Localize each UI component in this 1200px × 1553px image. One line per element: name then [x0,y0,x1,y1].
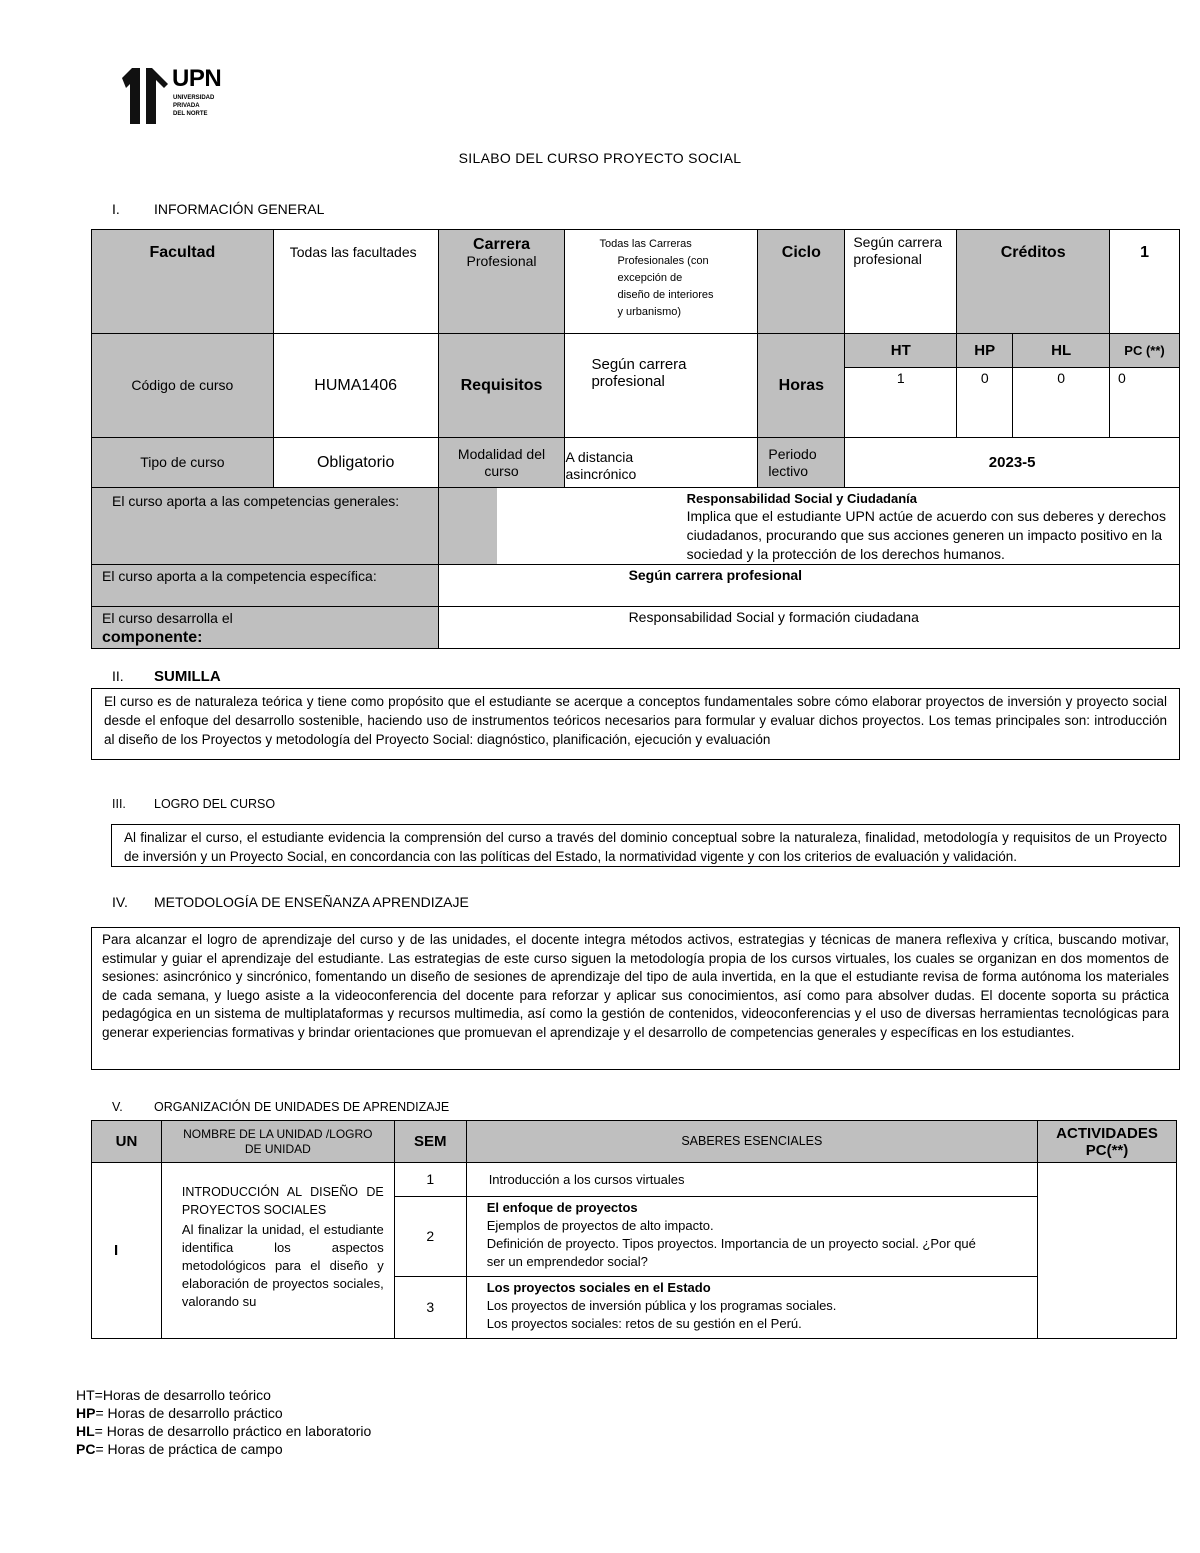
saberes-row [466,1163,1037,1197]
legend-pc: PC= Horas de práctica de campo [76,1441,283,1457]
comp-esp-label: El curso aporta a la competencia específica: [92,565,439,607]
comp-gen-value: Responsabilidad Social y Ciudadanía Implica que el estudiante UPN actúe de acuerdo con sus deberes y derechos ciudadanos, procurando que sus acciones generen un impacto positivo en la sociedad y la protección de los derechos humanos. [438,488,1179,565]
section-heading-2: II. SUMILLA [112,668,221,685]
facultad-value: Todas las facultades [273,230,438,334]
requisitos-label: Requisitos [438,334,565,438]
pc-label: PC (**) [1110,334,1180,368]
ht-label: HT [845,334,957,368]
upn-logo [118,64,238,126]
saber-line: Definición de proyecto. Tipos proyectos. Importancia de un proyecto social. ¿Por qué ser un emprendedor social? [486,1236,976,1269]
saber-title: El enfoque de proyectos [486,1200,638,1215]
unit-name: INTRODUCCIÓN AL DISEÑO DE PROYECTOS SOCIALES Al finalizar la unidad, el estudiante identifica los aspectos metodológicos para el diseño y elaboración de proyectos sociales, valorando su [161,1163,394,1339]
logo-subtext: UNIVERSIDAD PRIVADA DEL NORTE [173,95,215,117]
periodo-value: 2023-5 [845,438,1180,488]
comp-esp-value: Según carrera profesional [438,565,1179,607]
hl-label: HL [1013,334,1110,368]
logo-text: UPN [172,65,222,92]
saber-line: Los proyectos sociales: retos de su gestión en el Perú. [486,1316,802,1331]
page-title: SILABO DEL CURSO PROYECTO SOCIAL [458,150,742,166]
section-heading-4: IV. METODOLOGÍA DE ENSEÑANZA APRENDIZAJE [112,894,469,910]
sem-1: 1 [394,1163,466,1197]
legend-hp: HP= Horas de desarrollo práctico [76,1405,283,1421]
comp-gen-label: El curso aporta a las competencias generales: [92,488,439,565]
saber-line: Introducción a los cursos virtuales [488,1172,685,1187]
unit-number: I [92,1163,162,1339]
ht-value: 1 [845,368,957,438]
carrera-value: Todas las Carreras Profesionales (con excepción de diseño de interiores y urbanismo) [565,230,758,334]
header-sem: SEM [394,1121,466,1163]
creditos-value: 1 [1110,230,1180,334]
header-actividades: ACTIVIDADES PC(**) [1038,1121,1177,1163]
ciclo-label: Ciclo [758,230,845,334]
header-saberes: SABERES ESENCIALES [466,1121,1037,1163]
section-heading-1: I. INFORMACIÓN GENERAL [112,201,325,217]
legend [76,1386,371,1458]
saber-line: Los proyectos de inversión pública y los programas sociales. [486,1298,837,1313]
modalidad-label: Modalidad del curso [438,438,565,488]
activities-cell [1038,1163,1177,1339]
componente-label: El curso desarrolla el componente: [92,607,439,649]
logro-text: Al finalizar el curso, el estudiante evidencia la comprensión del curso a través del dominio conceptual sobre la naturaleza, finalidad, metodología y requisitos de un Proyecto de inversión y un Proyecto Social, en concordancia con las políticas del Estado, la normatividad vigente y con los criterios de evaluación y validación. [111,824,1180,867]
carrera-label: Carrera Profesional [438,230,565,334]
hl-value: 0 [1013,368,1110,438]
creditos-label: Créditos [957,230,1110,334]
header-nombre: NOMBRE DE LA UNIDAD /LOGRO DE UNIDAD [161,1121,394,1163]
hp-value: 0 [957,368,1013,438]
hp-label: HP [957,334,1013,368]
tipo-label: Tipo de curso [92,438,274,488]
general-info-table [91,229,1180,649]
legend-hl: HL= Horas de desarrollo práctico en laboratorio [76,1423,372,1439]
codigo-label: Código de curso [92,334,274,438]
componente-value: Responsabilidad Social y formación ciudadana [438,607,1179,649]
periodo-label: Periodo lectivo [758,438,845,488]
units-table [91,1120,1177,1339]
tipo-value: Obligatorio [273,438,438,488]
sumilla-text: El curso es de naturaleza teórica y tiene como propósito que el estudiante se acerque a conceptos fundamentales sobre cómo elaborar proyectos de inversión y proyecto social desde el enfoque del desarrollo sostenible, haciendo uso de instrumentos teóricos necesarios para formular y evaluar dichos proyectos. Los temas principales son: introducción al diseño de los Proyectos y metodología del Proyecto Social: diagnóstico, planificación, ejecución y evaluación [91,688,1180,760]
saberes-row [466,1197,1037,1277]
section-heading-5: V. ORGANIZACIÓN DE UNIDADES DE APRENDIZAJE [112,1100,450,1114]
codigo-value: HUMA1406 [273,334,438,438]
saber-title: Los proyectos sociales en el Estado [486,1280,711,1295]
facultad-label: Facultad [92,230,274,334]
horas-label: Horas [758,334,845,438]
sem-3: 3 [394,1277,466,1339]
metodologia-text: Para alcanzar el logro de aprendizaje del curso y de las unidades, el docente integra métodos activos, estrategias y técnicas de manera reflexiva y crítica, buscando motivar, estimular y guiar el aprendizaje del estudiante. Las estrategias de este curso siguen la metodología propia de los cursos virtuales, los cuales se organizan en dos momentos de sesiones: asincrónico y sincrónico, fomentando un diseño de sesiones de aprendizaje del tipo de aula invertida, en la que el estudiante revisa de forma autónoma los materiales de cada semana, y luego asiste a la videoconferencia del docente para reforzar y aplicar sus conocimientos, así como para absolver dudas. El docente soporta su práctica pedagógica en un sistema de multiplataformas y recursos multimedia, así como la gestión de contenidos, videoconferencias y el uso de diversas herramientas tecnológicas para generar experiencias formativas y brindar orientaciones que promuevan el aprendizaje y el desarrollo de competencias generales y específicas en los estudiantes. [91,927,1180,1070]
ciclo-value: Según carrera profesional [845,230,957,334]
requisitos-value: Según carrera profesional [565,334,758,438]
saber-line: Ejemplos de proyectos de alto impacto. [486,1218,714,1233]
sem-2: 2 [394,1197,466,1277]
section-heading-3: III. LOGRO DEL CURSO [112,797,276,811]
modalidad-value: A distancia asincrónico [565,438,758,488]
header-un: UN [92,1121,162,1163]
pc-value: 0 [1110,368,1180,438]
legend-ht: HT=Horas de desarrollo teórico [76,1387,271,1403]
saberes-row [466,1277,1037,1339]
